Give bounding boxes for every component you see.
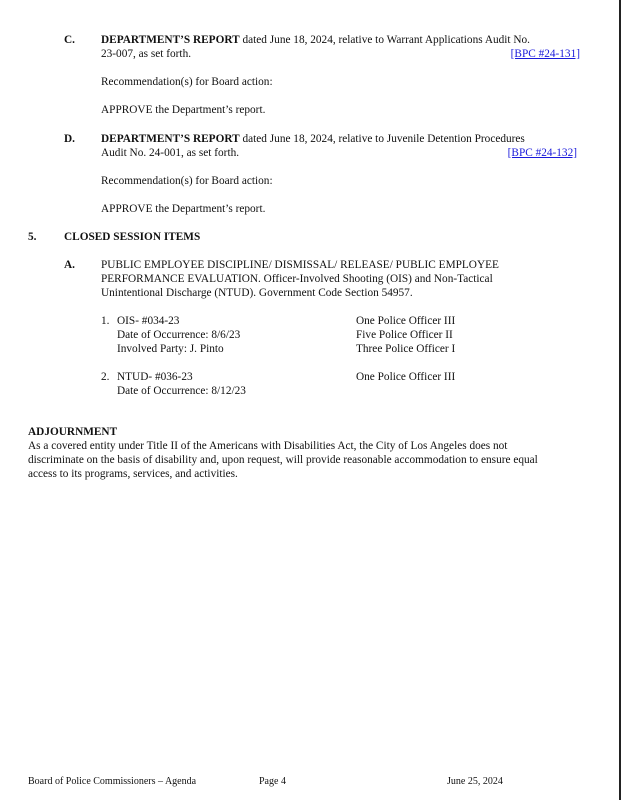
item-letter: A.	[64, 259, 75, 271]
bpc-link[interactable]: [BPC #24-132]	[507, 147, 577, 159]
case-party: Involved Party: J. Pinto	[117, 343, 224, 355]
item-text: dated June 18, 2024, relative to Warrant Applications Audit No.	[239, 34, 531, 46]
item-line-1	[101, 132, 581, 146]
item-letter: D.	[64, 133, 75, 145]
section-title: CLOSED SESSION ITEMS	[64, 231, 201, 243]
case-id: NTUD- #036-23	[117, 371, 193, 383]
section-number: 5.	[28, 231, 37, 243]
case-number: 1.	[101, 315, 110, 327]
closed-session-description	[101, 258, 499, 300]
case-details	[117, 314, 240, 356]
item-line-2: 23-007, as set forth.	[101, 48, 192, 60]
bpc-link[interactable]: [BPC #24-131]	[510, 48, 580, 60]
officer-line: Five Police Officer II	[356, 329, 453, 341]
officer-line: One Police Officer III	[356, 315, 456, 327]
recommendation-action: APPROVE the Department’s report.	[101, 203, 266, 215]
adjournment-title: ADJOURNMENT	[28, 426, 118, 438]
case-date: Date of Occurrence: 8/6/23	[117, 329, 241, 341]
adjournment-line: As a covered entity under Title II of the Americans with Disabilities Act, the City of Los Angeles does not	[28, 440, 508, 452]
item-letter: C.	[64, 34, 75, 46]
item-line-2: Audit No. 24-001, as set forth.	[101, 147, 240, 159]
case-id: OIS- #034-23	[117, 315, 180, 327]
footer-left: Board of Police Commissioners – Agenda	[28, 776, 197, 787]
footer-date: June 25, 2024	[447, 776, 503, 787]
case-officers	[356, 370, 455, 384]
case-officers	[356, 314, 455, 356]
recommendation-label: Recommendation(s) for Board action:	[101, 76, 273, 88]
item-title: DEPARTMENT’S REPORT	[101, 34, 240, 46]
description-line: PERFORMANCE EVALUATION. Officer-Involved Shooting (OIS) and Non-Tactical	[101, 273, 493, 285]
case-number: 2.	[101, 371, 110, 383]
case-details	[117, 370, 246, 398]
recommendation-label: Recommendation(s) for Board action:	[101, 175, 273, 187]
item-line-1	[101, 33, 581, 47]
description-line: PUBLIC EMPLOYEE DISCIPLINE/ DISMISSAL/ RELEASE/ PUBLIC EMPLOYEE	[101, 259, 499, 271]
footer-page-number: Page 4	[259, 776, 286, 787]
item-text: dated June 18, 2024, relative to Juvenile Detention Procedures	[239, 133, 525, 145]
description-line: Unintentional Discharge (NTUD). Government Code Section 54957.	[101, 287, 413, 299]
case-date: Date of Occurrence: 8/12/23	[117, 385, 246, 397]
adjournment-line: access to its programs, services, and activities.	[28, 468, 238, 480]
adjournment-line: discriminate on the basis of disability and, upon request, will provide reasonable accommodation to ensure equal	[28, 454, 538, 466]
adjournment-text	[28, 439, 613, 481]
officer-line: One Police Officer III	[356, 371, 456, 383]
recommendation-action: APPROVE the Department’s report.	[101, 104, 266, 116]
officer-line: Three Police Officer I	[356, 343, 456, 355]
item-title: DEPARTMENT’S REPORT	[101, 133, 240, 145]
